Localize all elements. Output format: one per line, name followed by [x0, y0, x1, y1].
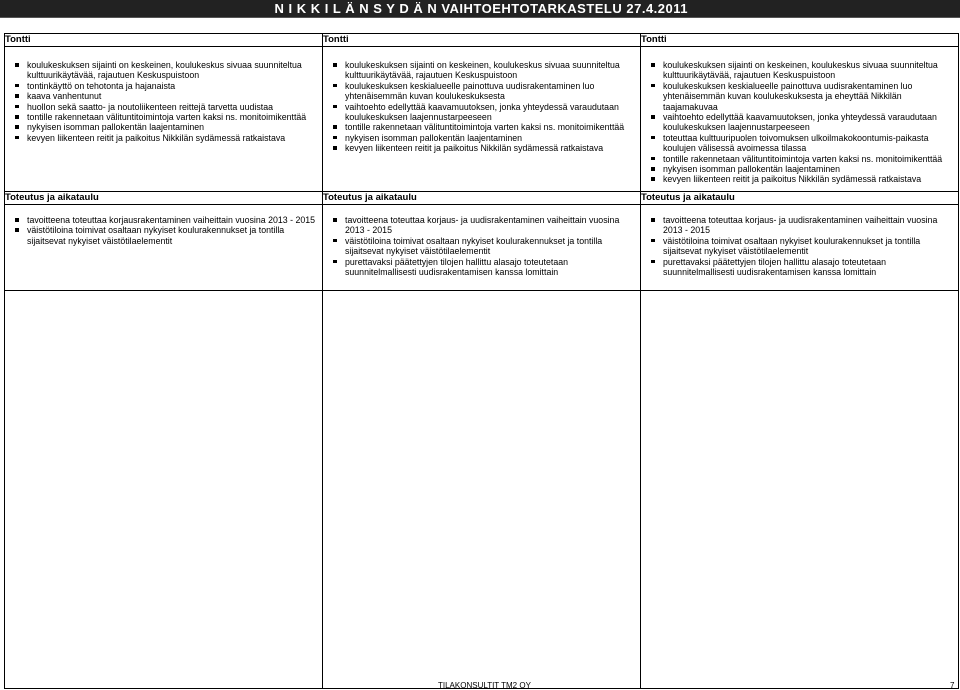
list-item: tontille rakennetaan välituntitoimintoja varten kaksi ns. monitoimikenttää: [650, 154, 952, 164]
list-item: huollon sekä saatto- ja noutoliikenteen reittejä tarvetta uudistaa: [14, 102, 316, 112]
tontti-cell: [5, 47, 323, 192]
list-item: koulukeskuksen sijainti on keskeinen, koulukeskus sivuaa suunniteltua kulttuurikäytävää, rajautuen Keskuspuistoon: [14, 60, 316, 81]
list-item: tontille rakennetaan välituntitoimintoja varten kaksi ns. monitoimikenttää: [14, 112, 316, 122]
tontti-cell: [323, 47, 641, 192]
list-item: koulukeskuksen sijainti on keskeinen, koulukeskus sivuaa suunniteltua kulttuurikäytävää, rajautuen Keskuspuistoon: [650, 60, 952, 81]
document-title-bar: [0, 0, 960, 18]
page-number: 7: [950, 681, 955, 690]
tontti-list: [5, 60, 322, 143]
tontti-cell: [641, 47, 959, 192]
blank-cell: [641, 291, 959, 689]
tontti-heading: Tontti: [5, 34, 323, 47]
blank-row: [5, 291, 959, 689]
tontti-list: [323, 60, 640, 154]
comparison-table: [4, 33, 959, 689]
list-item: koulukeskuksen keskialueelle painottuva uudisrakentaminen luo yhtenäisemmän kuvan koulukeskuksesta ja eheyttää Nikkilän taajamakuvaa: [650, 81, 952, 112]
list-item: toteuttaa kulttuuripuolen toivomuksen ulkoilmakokoontumis-paikasta koulujen välisessä avoimessa tilassa: [650, 133, 952, 154]
list-item: vaihtoehto edellyttää kaavamuutoksen, jonka yhteydessä varaudutaan koulukeskuksen laajennustarpeeseen: [650, 112, 952, 133]
toteutus-heading: Toteutus ja aikataulu: [323, 192, 641, 205]
list-item: koulukeskuksen keskialueelle painottuva uudisrakentaminen luo yhtenäisemmän kuvan koulukeskuksesta: [332, 81, 634, 102]
list-item: tavoitteena toteuttaa korjausrakentaminen vaiheittain vuosina 2013 - 2015: [14, 215, 316, 225]
list-item: tontinkäyttö on tehotonta ja hajanaista: [14, 81, 316, 91]
list-item: purettavaksi päätettyjen tilojen hallittu alasajo toteutetaan suunnitelmallisesti uudisrakentamisen kanssa lomittain: [332, 257, 634, 278]
toteutus-heading: Toteutus ja aikataulu: [5, 192, 323, 205]
list-item: väistötiloina toimivat osaltaan nykyiset koulurakennukset ja tontilla sijaitsevat nykyiset väistötilaelementit: [650, 236, 952, 257]
toteutus-content-row: [5, 205, 959, 291]
document-title: N I K K I L Ä N S Y D Ä N VAIHTOEHTOTARKASTELU 27.4.2011: [274, 1, 688, 16]
tontti-content-row: [5, 47, 959, 192]
list-item: kaava vanhentunut: [14, 91, 316, 101]
list-item: väistötiloina toimivat osaltaan nykyiset koulurakennukset ja tontilla sijaitsevat nykyiset väistötilaelementit: [14, 225, 316, 246]
list-item: tontille rakennetaan välituntitoimintoja varten kaksi ns. monitoimikenttää: [332, 122, 634, 132]
toteutus-cell: [641, 205, 959, 291]
tontti-list: [641, 60, 958, 185]
footer-company: TILAKONSULTIT TM2 OY: [438, 681, 531, 690]
list-item: nykyisen isomman pallokentän laajentaminen: [650, 164, 952, 174]
toteutus-cell: [5, 205, 323, 291]
list-item: tavoitteena toteuttaa korjaus- ja uudisrakentaminen vaiheittain vuosina 2013 - 2015: [650, 215, 952, 236]
toteutus-list: [323, 215, 640, 277]
tontti-heading: Tontti: [641, 34, 959, 47]
list-item: koulukeskuksen sijainti on keskeinen, koulukeskus sivuaa suunniteltua kulttuurikäytävää, rajautuen Keskuspuistoon: [332, 60, 634, 81]
tontti-heading-row: [5, 34, 959, 47]
toteutus-heading-row: [5, 192, 959, 205]
list-item: kevyen liikenteen reitit ja paikoitus Nikkilän sydämessä ratkaistava: [650, 174, 952, 184]
list-item: nykyisen isomman pallokentän laajentaminen: [14, 122, 316, 132]
list-item: nykyisen isomman pallokentän laajentaminen: [332, 133, 634, 143]
tontti-heading: Tontti: [323, 34, 641, 47]
list-item: väistötiloina toimivat osaltaan nykyiset koulurakennukset ja tontilla sijaitsevat nykyiset väistötilaelementit: [332, 236, 634, 257]
toteutus-list: [641, 215, 958, 277]
blank-cell: [323, 291, 641, 689]
list-item: kevyen liikenteen reitit ja paikoitus Nikkilän sydämessä ratkaistava: [332, 143, 634, 153]
toteutus-cell: [323, 205, 641, 291]
list-item: tavoitteena toteuttaa korjaus- ja uudisrakentaminen vaiheittain vuosina 2013 - 2015: [332, 215, 634, 236]
toteutus-heading: Toteutus ja aikataulu: [641, 192, 959, 205]
list-item: vaihtoehto edellyttää kaavamuutoksen, jonka yhteydessä varaudutaan koulukeskuksen laajennustarpeeseen: [332, 102, 634, 123]
list-item: purettavaksi päätettyjen tilojen hallittu alasajo toteutetaan suunnitelmallisesti uudisrakentamisen kanssa lomittain: [650, 257, 952, 278]
toteutus-list: [5, 215, 322, 246]
blank-cell: [5, 291, 323, 689]
list-item: kevyen liikenteen reitit ja paikoitus Nikkilän sydämessä ratkaistava: [14, 133, 316, 143]
